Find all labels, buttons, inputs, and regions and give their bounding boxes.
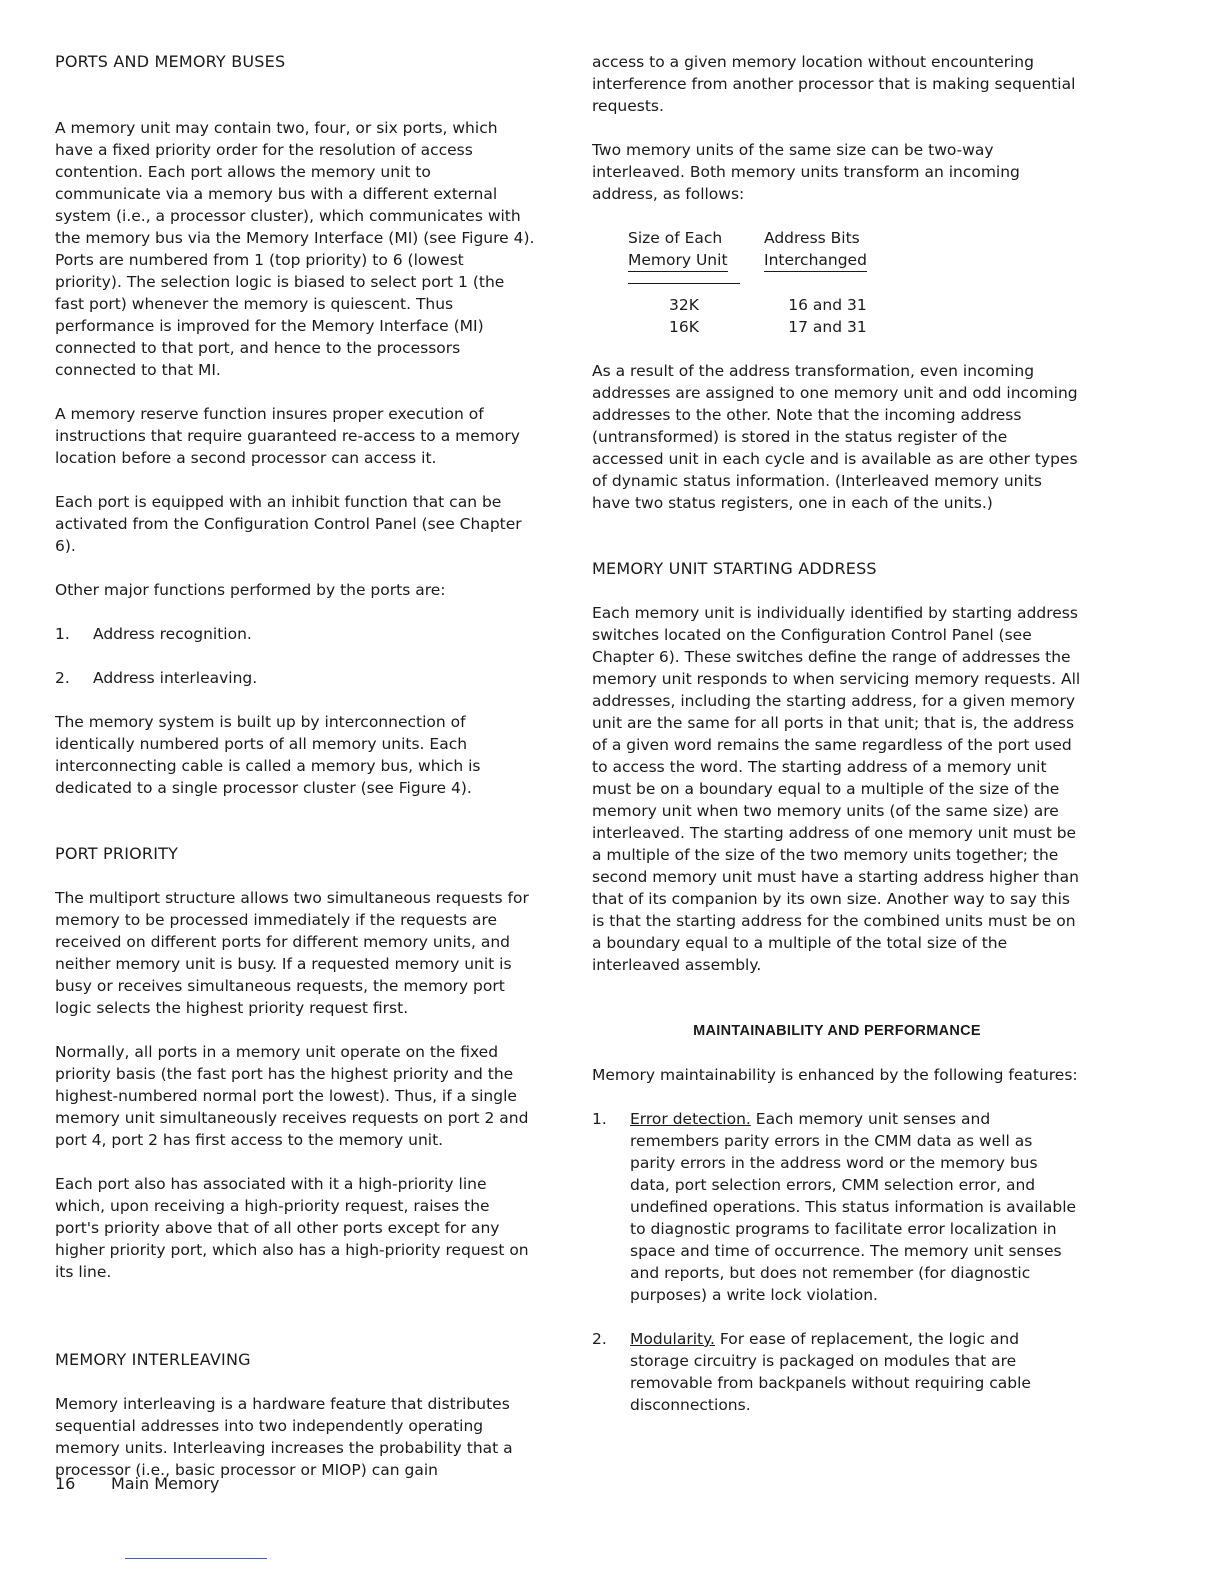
list-item-body: For ease of replacement, the logic and storage circuitry is packaged on modules that are removable from backpanels without requiring cable disconnections.: [630, 1330, 1031, 1414]
list-item: [592, 1108, 1082, 1306]
paragraph-ports-intro: A memory unit may contain two, four, or six ports, which have a fixed priority order for the resolution of access contention. Each port allows the memory unit to communicate via a memory bus with a different external system (i.e., a processor cluster), which communicates with the memory bus via the Memory Interface (MI) (see Figure 4). Ports are numbered from 1 (top priority) to 6 (lowest priority). The selection logic is biased to select port 1 (the fast port) whenever the memory is quiescent. Thus performance is improved for the Memory Interface (MI) connected to that port, and hence to the processors connected to that MI.: [55, 119, 535, 379]
list-item: [55, 667, 535, 689]
paragraph-address-transformation: As a result of the address transformation, even incoming addresses are assigned to one memory unit and odd incoming addresses to the other. Note that the incoming address (untransformed) is stored in the status register of the accessed unit in each cycle and is available as are other types of dynamic status information. (Interleaved memory units have two status registers, one in each of the units.): [592, 362, 1078, 512]
paragraph-high-priority: Each port also has associated with it a high-priority line which, upon receiving a high-priority request, raises the port's priority above that of all other ports except for any higher priority port, which also has a high-priority request on its line.: [55, 1175, 529, 1281]
table-row: [628, 316, 891, 338]
list-item-text: [630, 1108, 1082, 1306]
bottom-rule: [125, 1558, 267, 1559]
heading-port-priority: PORT PRIORITY: [55, 844, 179, 863]
table-cell-size: 16K: [669, 318, 699, 336]
list-item-title: Error detection.: [630, 1110, 751, 1128]
heading-starting-address: MEMORY UNIT STARTING ADDRESS: [592, 559, 877, 578]
table-cell-bits: 16 and 31: [788, 296, 867, 314]
table-row: [628, 294, 891, 316]
paragraph-multiport: The multiport structure allows two simultaneous requests for memory to be processed immediately if the requests are received on different ports for different memory units, and neither memory unit is busy. If a requested memory unit is busy or receives simultaneous requests, the memory port logic selects the highest priority request first.: [55, 889, 529, 1017]
left-column: [55, 51, 535, 1503]
table-header-bits: Address Bits Interchanged: [764, 227, 891, 272]
paragraph-memory-reserve: A memory reserve function insures proper execution of instructions that require guaranteed re-access to a memory location before a second processor can access it.: [55, 405, 520, 467]
list-item-body: Each memory unit senses and remembers parity errors in the CMM data as well as parity errors in the address word or the memory bus data, port selection errors, CMM selection error, and undefined operations. This status information is available to diagnostic programs to facilitate error localization in space and time of occurrence. The memory unit senses and reports, but does not remember (for diagnostic purposes) a write lock violation.: [630, 1110, 1077, 1304]
footer-section: Main Memory: [111, 1474, 220, 1493]
address-bits-table: [628, 227, 891, 338]
list-item: [55, 623, 535, 645]
heading-memory-interleaving: MEMORY INTERLEAVING: [55, 1350, 251, 1369]
paragraph-starting-address: Each memory unit is individually identified by starting address switches located on the Configuration Control Panel (see Chapter 6). These switches define the range of addresses the memory unit responds to when servicing memory requests. All addresses, including the starting address, for a given memory unit are the same for all ports in that unit; that is, the address of a given word remains the same regardless of the port used to access the word. The starting address of a memory unit must be on a boundary equal to a multiple of the size of the memory unit when two memory units (of the same size) are interleaved. The starting address of one memory unit must be a multiple of the size of the two memory units together; the second memory unit must have a starting address higher than that of its companion by its own size. Another way to say this is that the starting address for the combined units must be on a boundary equal to a multiple of the total size of the interleaved assembly.: [592, 604, 1081, 974]
paragraph-normal-priority: Normally, all ports in a memory unit operate on the fixed priority basis (the fast port has the highest priority and the highest-numbered normal port the lowest). Thus, if a single memory unit simultaneously receives requests on port 2 and port 4, port 2 has first access to the memory unit.: [55, 1043, 529, 1149]
heading-maintainability: MAINTAINABILITY AND PERFORMANCE: [693, 1023, 981, 1039]
paragraph-maintainability: Memory maintainability is enhanced by the following features:: [592, 1066, 1078, 1084]
list-item-number: 1.: [55, 625, 70, 643]
table-cell-size: 32K: [669, 296, 699, 314]
list-item-number: 1.: [592, 1110, 607, 1128]
table-cell-bits: 17 and 31: [788, 318, 867, 336]
list-item-text: Address interleaving.: [93, 669, 258, 687]
paragraph-inhibit-function: Each port is equipped with an inhibit function that can be activated from the Configuration Control Panel (see Chapter 6).: [55, 493, 522, 555]
paragraph-other-functions: Other major functions performed by the ports are:: [55, 581, 446, 599]
page-footer: [55, 1473, 219, 1495]
list-item-number: 2.: [55, 669, 70, 687]
paragraph-two-way: Two memory units of the same size can be two-way interleaved. Both memory units transform an incoming address, as follows:: [592, 141, 1020, 203]
paragraph-interleaving-cont: access to a given memory location without encountering interference from another processor that is making sequential requests.: [592, 53, 1076, 115]
right-column: [592, 51, 1082, 1438]
list-item-title: Modularity.: [630, 1330, 715, 1348]
list-item-text: Address recognition.: [93, 625, 252, 643]
list-item-text: [630, 1328, 1082, 1416]
list-item: [592, 1328, 1082, 1416]
heading-ports-and-memory-buses: PORTS AND MEMORY BUSES: [55, 52, 286, 71]
paragraph-interleaving: Memory interleaving is a hardware feature that distributes sequential addresses into two independently operating memory units. Interleaving increases the probability that a processor (i.e., basic processor or MIOP) can gain: [55, 1395, 513, 1479]
list-item-number: 2.: [592, 1330, 607, 1348]
table-header-size: Size of Each Memory Unit: [628, 227, 764, 272]
page-number: 16: [55, 1474, 76, 1493]
paragraph-memory-system: The memory system is built up by interconnection of identically numbered ports of all memory units. Each interconnecting cable is called a memory bus, which is dedicated to a single processor cluster (see Figure 4).: [55, 713, 481, 797]
